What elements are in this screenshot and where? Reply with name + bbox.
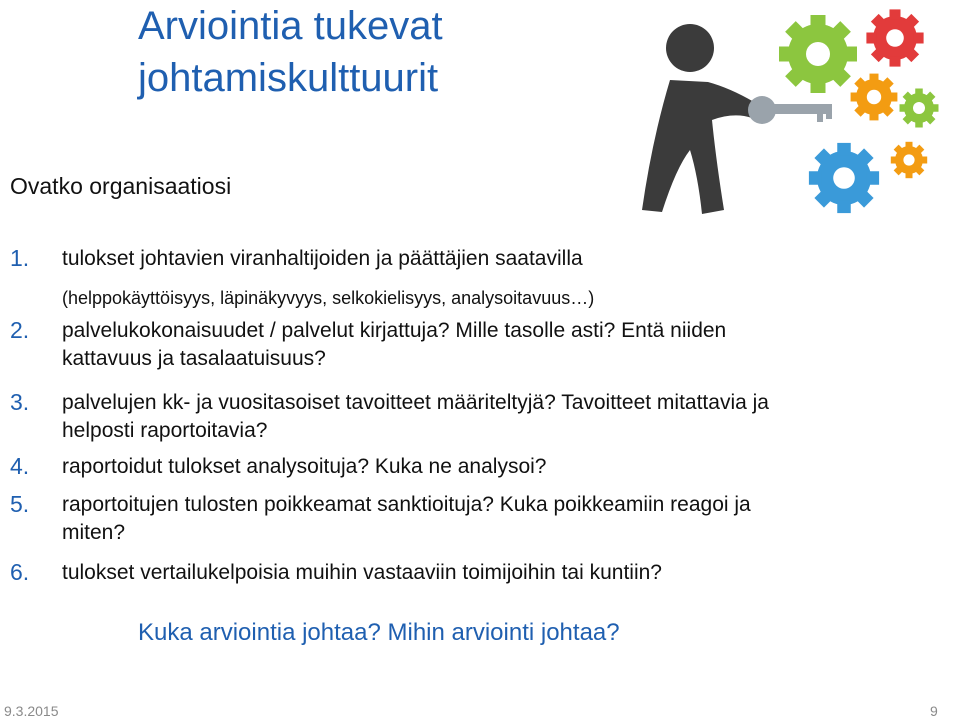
item-text-continuation: kattavuus ja tasalaatuisuus? <box>62 347 326 370</box>
gear-orange-small-icon <box>891 142 927 178</box>
footer-page-number: 9 <box>930 703 938 719</box>
item-text: palvelukokonaisuudet / palvelut kirjattuja? Mille tasolle asti? Entä niiden <box>62 319 727 342</box>
item-text: tulokset vertailukelpoisia muihin vastaaviin toimijoihin tai kuntiin? <box>62 561 662 584</box>
gear-green-large-icon <box>779 15 857 93</box>
intro-text: Ovatko organisaatiosi <box>10 173 232 199</box>
item-text-continuation: helposti raportoitavia? <box>62 419 268 442</box>
slide-title <box>138 0 443 104</box>
item-number: 2. <box>10 317 30 343</box>
item-text-continuation: miten? <box>62 521 126 544</box>
gears-illustration <box>612 0 960 260</box>
footer-date: 9.3.2015 <box>4 703 59 719</box>
closing-question: Kuka arviointia johtaa? Mihin arviointi johtaa? <box>138 619 620 646</box>
item-number: 1. <box>10 245 30 271</box>
item-number: 5. <box>10 491 30 517</box>
title-line-2: johtamiskulttuurit <box>138 56 439 100</box>
item-number: 6. <box>10 559 30 585</box>
gear-red-icon <box>866 9 923 66</box>
gear-orange-icon <box>851 74 898 121</box>
item-text-continuation: (helppokäyttöisyys, läpinäkyvyys, selkokielisyys, analysoitavuus…) <box>62 288 595 308</box>
item-number: 3. <box>10 389 30 415</box>
item-text: raportoitujen tulosten poikkeamat sanktioituja? Kuka poikkeamiin reagoi ja <box>62 493 751 516</box>
item-text: tulokset johtavien viranhaltijoiden ja päättäjien saatavilla <box>62 247 583 270</box>
gear-green-small-icon <box>900 89 939 128</box>
title-line-1: Arviointia tukevat <box>138 4 443 48</box>
item-text: palvelujen kk- ja vuositasoiset tavoitteet määriteltyjä? Tavoitteet mitattavia ja <box>62 391 769 414</box>
item-number: 4. <box>10 453 30 479</box>
gear-blue-icon <box>809 143 879 213</box>
item-text: raportoidut tulokset analysoituja? Kuka ne analysoi? <box>62 455 547 478</box>
